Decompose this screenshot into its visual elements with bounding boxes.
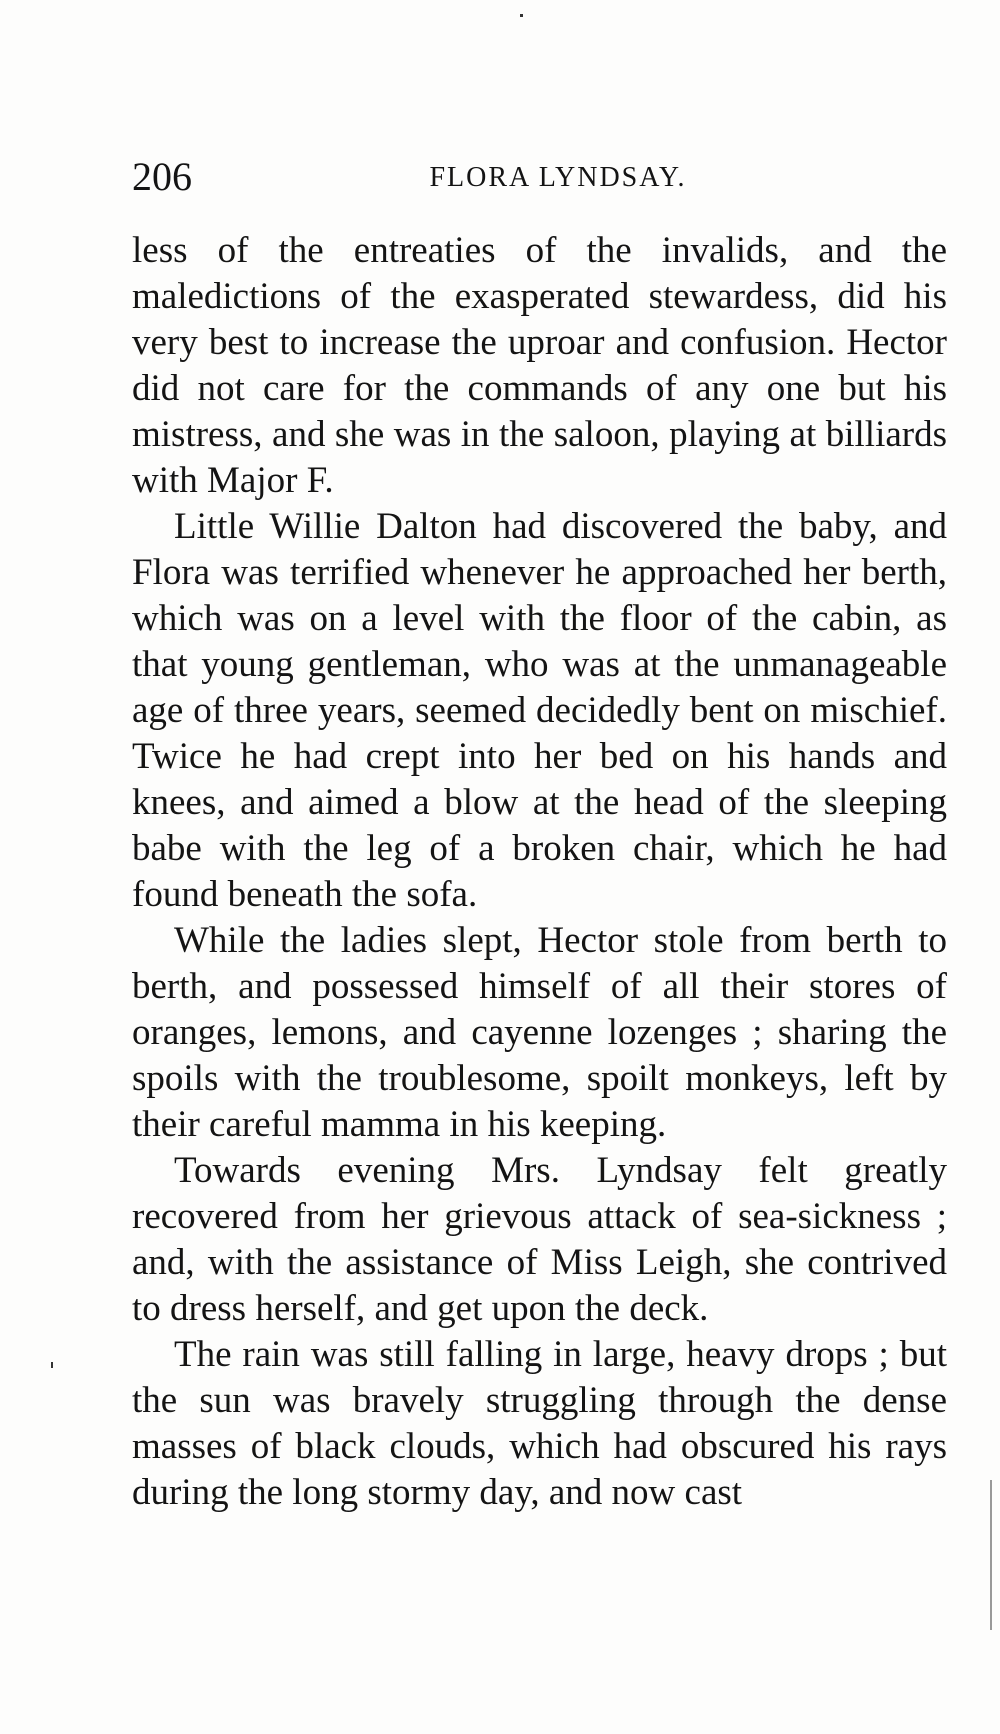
paragraph-4: Towards evening Mrs. Lyndsay felt greatly recovered from her grievous attack of sea-sickness ; and, with the assistance of Miss Leigh, she contrived to dress herself, and get upon the deck.: [132, 1150, 947, 1329]
paragraph-5: The rain was still falling in large, heavy drops ; but the sun was bravely struggling through the dense masses of black clouds, which had obscured his rays during the long stormy day, and now cast: [132, 1334, 947, 1513]
paragraph-1: less of the entreaties of the invalids, and the maledictions of the exasperated stewardess, did his very best to increase the uproar and confusion. Hector did not care for the commands of any one but his mistress, and she was in the saloon, playing at billiards with Major F.: [132, 230, 947, 501]
body-text: [132, 228, 947, 1516]
paragraph-2: Little Willie Dalton had discovered the baby, and Flora was terrified whenever he approached her berth, which was on a level with the floor of the cabin, as that young gentleman, who was at the unmanageable age of three years, seemed decidedly bent on mischief. Twice he had crept into her bed on his hands and knees, and aimed a blow at the head of the sleeping babe with the leg of a broken chair, which he had found beneath the sofa.: [132, 506, 947, 915]
print-speck: [520, 14, 523, 17]
page-number: 206: [132, 154, 192, 199]
paragraph-3: While the ladies slept, Hector stole from berth to berth, and possessed himself of all their stores of oranges, lemons, and cayenne lozenges ; sharing the spoils with the troublesome, spoilt monkeys, left by their careful mamma in his keeping.: [132, 920, 947, 1145]
running-head: [132, 152, 944, 202]
print-speck: [51, 1362, 53, 1368]
running-title: FLORA LYNDSAY.: [429, 162, 687, 193]
edge-mark: [990, 1480, 992, 1630]
